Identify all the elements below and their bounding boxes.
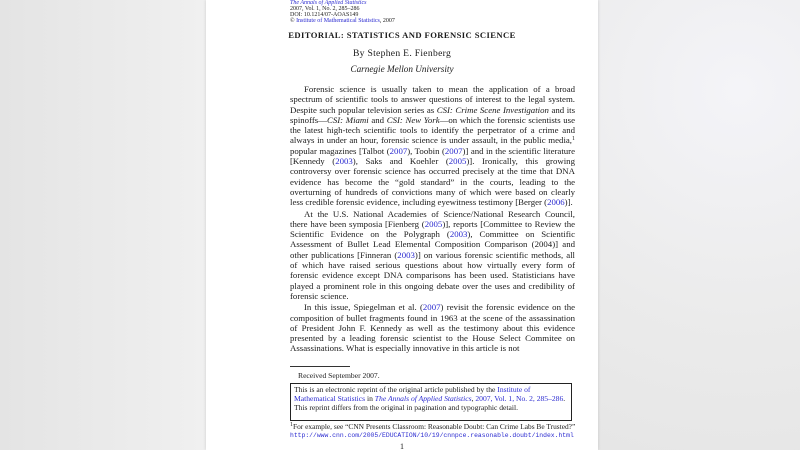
article-title: EDITORIAL: STATISTICS AND FORENSIC SCIENCE: [288, 30, 516, 40]
paragraph-3: In this issue, Spiegelman et al. (2007) revisit the forensic evidence on the composition of bullet fragments found in 1963 at the scene of the assassination of President John F. Kennedy as well as the testimony about this evidence presented by a leading forensic scientist to the House Select Commitee on Assassinations. What is especially innovative in this article is not: [290, 302, 576, 354]
footnote-url-link[interactable]: http://www.cnn.com/2005/EDUCATION/10/19/cnnpce.reasonable.doubt/index.html: [290, 432, 574, 440]
csi-miami-title: CSI: Miami: [326, 114, 369, 125]
citation-link[interactable]: 2007: [389, 145, 408, 156]
citation-link[interactable]: 2005: [448, 156, 467, 167]
citation-link[interactable]: 2007: [444, 145, 463, 156]
citation-link[interactable]: 2003: [397, 249, 415, 260]
reprint-notice: This is an electronic reprint of the original article published by the Institute of Mathematical Statistics in The Annals of Applied Statistics, 2007, Vol. 1, No. 2, 285–286. This reprint differs from the original in pagination and typographic detail.: [290, 383, 572, 421]
article-body: [290, 84, 575, 355]
author-affiliation: Carnegie Mellon University: [350, 64, 454, 74]
reprint-org-link[interactable]: Institute of Mathematical Statistics: [294, 385, 531, 403]
reprint-journal-link[interactable]: The Annals of Applied Statistics: [374, 393, 472, 403]
viewer-background-right: [598, 0, 800, 450]
footnote-rule: [290, 366, 350, 367]
viewer-background-left: [0, 0, 206, 450]
footnote-1: $^1$For example, see “CNN Presents Classroom: Reasonable Doubt: Can Crime Labs Be Trusted?” http://www.cnn.com/2005/EDUCATION/10/19/cnnpce.reasonable.doubt/index.html: [290, 422, 576, 440]
citation-link[interactable]: 2003: [335, 156, 353, 167]
copyright-org-link[interactable]: Institute of Mathematical Statistics: [296, 18, 380, 24]
article-author: By Stephen E. Fienberg: [352, 48, 452, 59]
received-date: Received September 2007.: [298, 371, 380, 380]
copyright-year: , 2007: [379, 18, 395, 24]
doi-line: DOI: 10.1214/07-AOAS149: [290, 12, 359, 18]
copyright-symbol: ©: [290, 18, 295, 24]
citation-link[interactable]: 2005: [424, 218, 443, 229]
paragraph-2: At the U.S. National Academies of Science/National Research Council, there have been symposia [Fienberg (2005)], reports [Committee to Review the Scientific Evidence on the Polygraph (2003), Committee on Scientific Assessment of Bullet Lead Elemental Composition Comparison (2004)] and other publications [Finneran (2003)] on various forensic scientific methods, all of which have raised serious questions about how virtually every form of forensic evidence except DNA comparisons has been used. Statisticians have played a prominent role in this ongoing debate over the uses and credibility of forensic science.: [290, 208, 575, 301]
page-number: 1: [400, 442, 404, 450]
reprint-volume-link[interactable]: 2007, Vol. 1, No. 2, 285–286: [475, 393, 564, 403]
journal-header: [290, 0, 395, 24]
footnote-number: 1: [290, 422, 293, 428]
journal-name[interactable]: The Annals of Applied Statistics: [290, 0, 367, 6]
citation-link[interactable]: 2003: [449, 229, 468, 240]
csi-ny-title: CSI: New York: [386, 114, 440, 125]
volume-line: 2007, Vol. 1, No. 2, 285–286: [290, 6, 360, 12]
csi-title: CSI: Crime Scene Investigation: [436, 104, 549, 115]
copyright-line: [290, 18, 395, 24]
pdf-page: [206, 0, 598, 450]
footnote-marker[interactable]: 1: [572, 136, 575, 143]
citation-link[interactable]: 2007: [422, 302, 441, 313]
citation-link[interactable]: 2006: [547, 197, 565, 208]
paragraph-1: Forensic science is usually taken to mean the application of a broad spectrum of scientific tools to answer questions of interest to the legal system. Despite such popular television series as CSI: Crime Scene Investigation and its spinoffs—CSI: Miami and CSI: New York—on which the forensic scientists use the latest high-tech scientific tools to identify the perpetrator of a crime and always in under an hour, forensic science is under assault, in the public media,$^1$ popular magazines [Talbot (2007), Toobin (2007)] and in the scientific literature [Kennedy (2003), Saks and Koehler (2005)]. Ironically, this growing controversy over forensic science has occurred precisely at the time that DNA evidence has become the “gold standard” in the courts, leading to the overturning of hundreds of convictions many of which were based on clearly less credible forensic evidence, including eyewitness testimony [Berger (2006)].: [290, 84, 576, 208]
